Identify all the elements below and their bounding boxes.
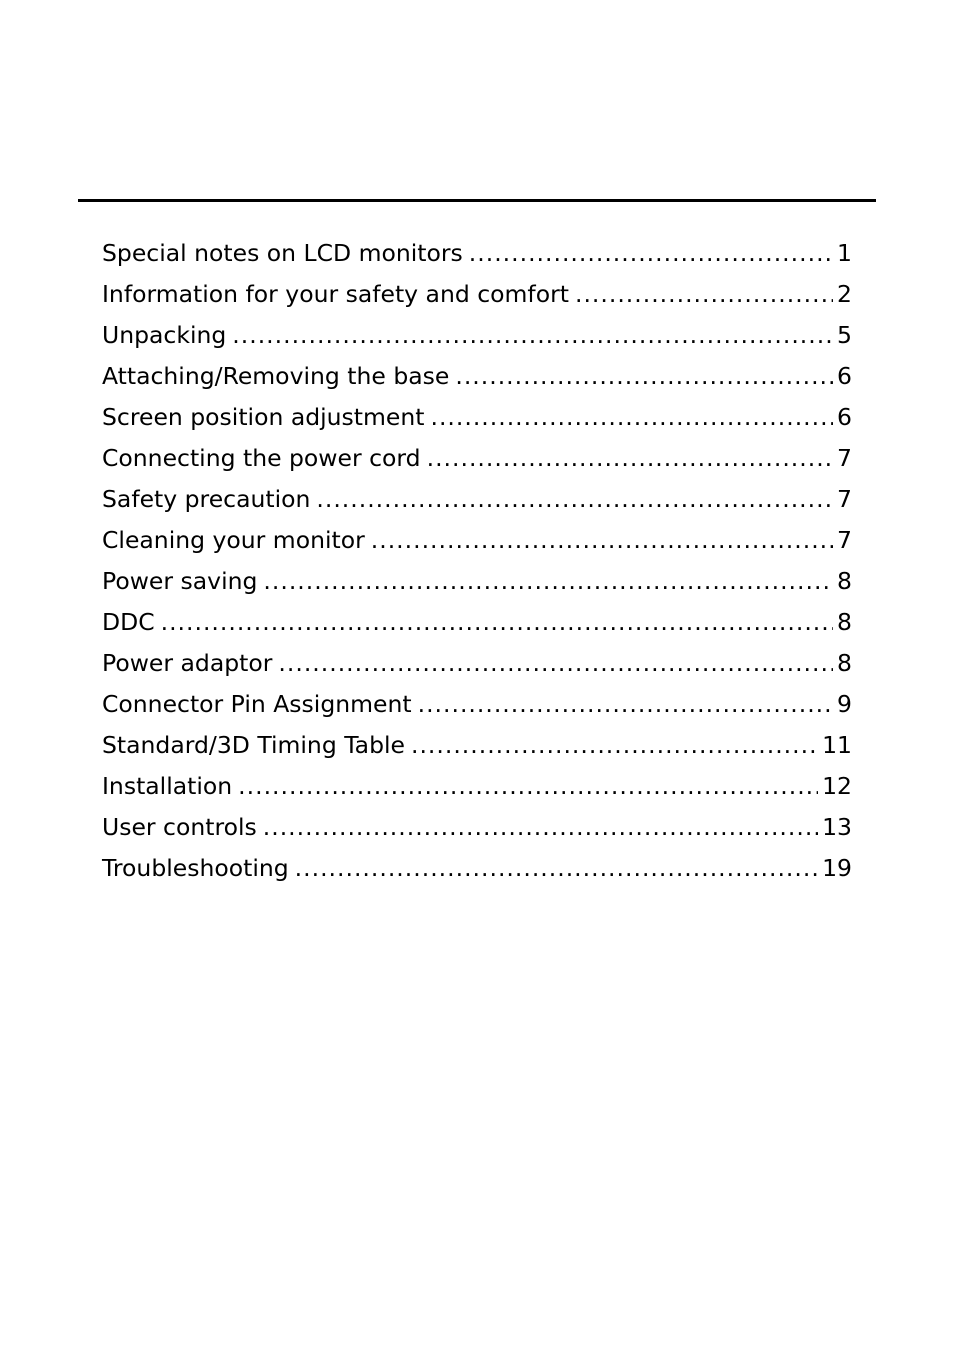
toc-entry[interactable]: [102, 397, 852, 438]
toc-entry-title: Unpacking: [102, 321, 227, 349]
toc-dot-leader: [418, 684, 833, 725]
toc-entry-title: DDC: [102, 608, 155, 636]
toc-entry-page: 7: [837, 485, 852, 513]
toc-entry-title: Attaching/Removing the base: [102, 362, 450, 390]
toc-entry-page: 6: [837, 403, 852, 431]
toc-entry[interactable]: [102, 602, 852, 643]
toc-entry-title: Installation: [102, 772, 233, 800]
toc-entry-page: 8: [837, 649, 852, 677]
toc-entry-page: 2: [837, 280, 852, 308]
toc-dot-leader: [232, 315, 833, 356]
toc-entry-page: 8: [837, 608, 852, 636]
toc-entry-title: Information for your safety and comfort: [102, 280, 569, 308]
toc-entry[interactable]: [102, 438, 852, 479]
toc-entry[interactable]: [102, 807, 852, 848]
toc-entry-page: 5: [837, 321, 852, 349]
toc-dot-leader: [316, 479, 833, 520]
table-of-contents: [102, 233, 852, 889]
toc-entry-title: Connector Pin Assignment: [102, 690, 412, 718]
toc-dot-leader: [455, 356, 833, 397]
toc-entry[interactable]: [102, 233, 852, 274]
toc-entry[interactable]: [102, 848, 852, 889]
toc-entry-page: 8: [837, 567, 852, 595]
toc-dot-leader: [575, 274, 833, 315]
toc-entry[interactable]: [102, 315, 852, 356]
toc-entry-page: 12: [822, 772, 852, 800]
toc-dot-leader: [263, 807, 818, 848]
toc-entry[interactable]: [102, 643, 852, 684]
toc-entry-page: 19: [822, 854, 852, 882]
toc-entry-page: 6: [837, 362, 852, 390]
toc-entry-title: Safety precaution: [102, 485, 311, 513]
toc-entry[interactable]: [102, 274, 852, 315]
toc-entry-title: Power adaptor: [102, 649, 273, 677]
toc-entry-title: Connecting the power cord: [102, 444, 421, 472]
toc-entry[interactable]: [102, 561, 852, 602]
toc-entry[interactable]: [102, 684, 852, 725]
toc-entry-title: Cleaning your monitor: [102, 526, 365, 554]
toc-entry-page: 11: [822, 731, 852, 759]
toc-entry[interactable]: [102, 520, 852, 561]
toc-dot-leader: [411, 725, 818, 766]
toc-dot-leader: [238, 766, 818, 807]
toc-entry-title: Screen position adjustment: [102, 403, 425, 431]
toc-dot-leader: [430, 397, 833, 438]
toc-entry[interactable]: [102, 356, 852, 397]
toc-dot-leader: [278, 643, 833, 684]
toc-entry-page: 7: [837, 444, 852, 472]
toc-entry-page: 7: [837, 526, 852, 554]
header-rule: [78, 199, 876, 202]
toc-entry-title: Troubleshooting: [102, 854, 289, 882]
toc-entry-page: 9: [837, 690, 852, 718]
toc-entry-page: 1: [837, 239, 852, 267]
toc-entry-page: 13: [822, 813, 852, 841]
toc-dot-leader: [161, 602, 833, 643]
toc-entry[interactable]: [102, 725, 852, 766]
toc-dot-leader: [263, 561, 833, 602]
toc-entry-title: Power saving: [102, 567, 258, 595]
toc-entry-title: Standard/3D Timing Table: [102, 731, 405, 759]
toc-dot-leader: [427, 438, 833, 479]
toc-entry-title: Special notes on LCD monitors: [102, 239, 463, 267]
toc-entry-title: User controls: [102, 813, 257, 841]
toc-entry[interactable]: [102, 766, 852, 807]
toc-dot-leader: [295, 848, 818, 889]
toc-dot-leader: [469, 233, 833, 274]
toc-entry[interactable]: [102, 479, 852, 520]
toc-dot-leader: [371, 520, 833, 561]
